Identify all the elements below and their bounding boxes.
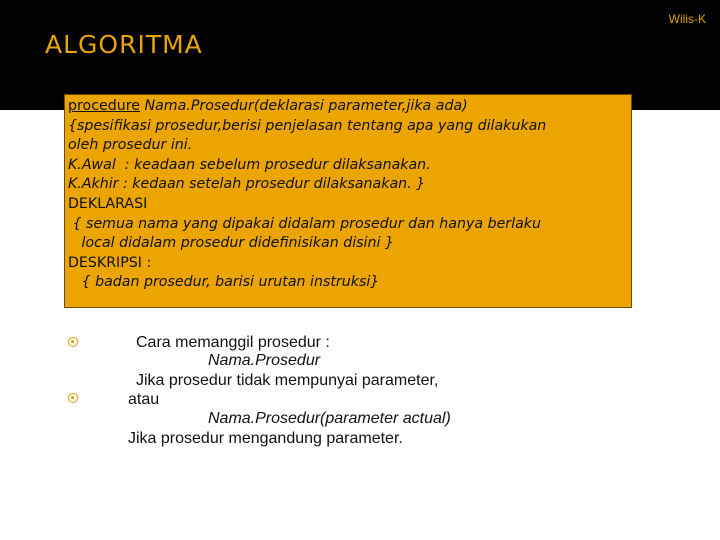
procedure-keyword: procedure xyxy=(68,98,140,114)
procedure-signature: Nama.Prosedur(deklarasi parameter,jika ada) xyxy=(139,98,468,114)
content-line-2: Nama.Prosedur xyxy=(208,352,321,369)
circle-bullet-icon xyxy=(68,393,78,403)
code-line-9: DESKRIPSI : xyxy=(68,254,152,271)
content-line-1: Cara memanggil prosedur : xyxy=(136,334,330,351)
code-line-8: local didalam prosedur didefinisikan disini } xyxy=(68,235,394,252)
content-line-3: Jika prosedur tidak mempunyai parameter, xyxy=(136,372,439,389)
code-line-6: DEKLARASI xyxy=(68,195,148,212)
code-line-3: oleh prosedur ini. xyxy=(68,137,193,154)
code-line-7: { semua nama yang dipakai didalam prosedur dan hanya berlaku xyxy=(68,215,541,232)
procedure-code-box xyxy=(64,94,632,308)
code-line-2: {spesifikasi prosedur,berisi penjelasan tentang apa yang dilakukan xyxy=(68,117,547,134)
circle-bullet-icon xyxy=(68,337,78,347)
content-line-5: Nama.Prosedur(parameter actual) xyxy=(208,410,451,427)
code-line-5: K.Akhir : kedaan setelah prosedur dilaksanakan. } xyxy=(68,176,426,193)
content-line-4: atau xyxy=(128,391,160,408)
code-line-4: K.Awal : keadaan sebelum prosedur dilaksanakan. xyxy=(68,156,431,173)
content-line-6: Jika prosedur mengandung parameter. xyxy=(128,430,403,447)
author-label: Wilis-K xyxy=(668,12,706,26)
code-line-10: { badan prosedur, barisi urutan instruksi} xyxy=(68,274,380,291)
slide-title: ALGORITMA xyxy=(45,30,203,59)
code-line-1 xyxy=(68,97,631,117)
